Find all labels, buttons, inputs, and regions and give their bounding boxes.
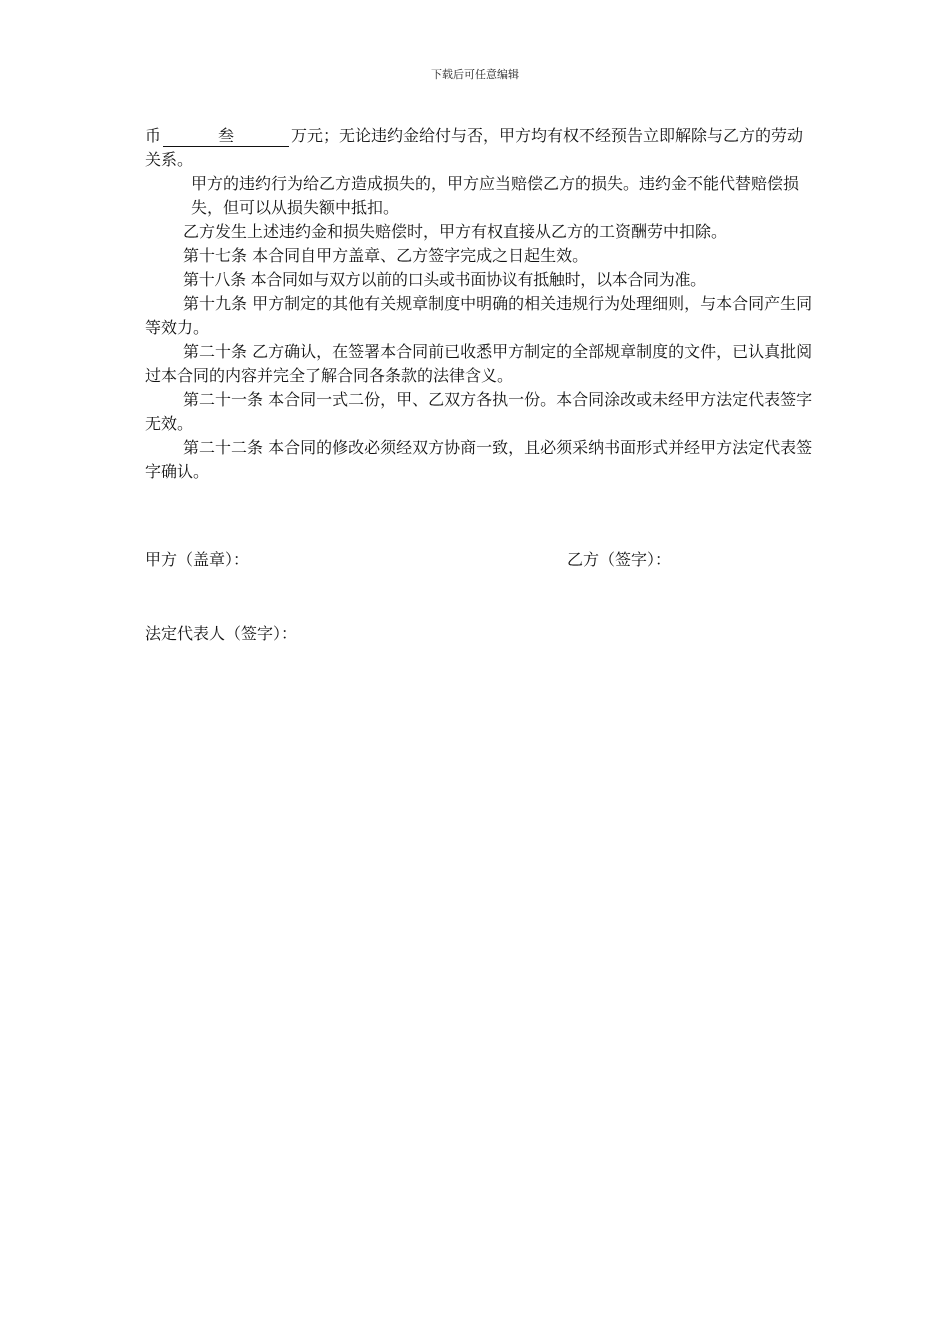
penalty-amount-blank: 叁	[163, 126, 289, 147]
article-22: 第二十二条 本合同的修改必须经双方协商一致，且必须采纳书面形式并经甲方法定代表签字确认。	[145, 438, 813, 481]
clause-compensation: 甲方的违约行为给乙方造成损失的，甲方应当赔偿乙方的损失。违约金不能代替赔偿损失，但可以从损失额中抵扣。	[191, 174, 800, 217]
contract-body	[145, 124, 813, 484]
clause-penalty-amount	[145, 124, 813, 172]
currency-prefix: 币	[145, 126, 162, 145]
article-20: 第二十条 乙方确认，在签署本合同前已收悉甲方制定的全部规章制度的文件，已认真批阅过本合同的内容并完全了解合同各条款的法律含义。	[145, 342, 813, 385]
article-18: 第十八条 本合同如与双方以前的口头或书面协议有抵触时，以本合同为准。	[183, 270, 706, 289]
penalty-amount-suffix: 万元；无论违约金给付与否，甲方均有权不经预告立即解除与乙方的劳动关系。	[145, 126, 804, 169]
party-b-signature-label: 乙方（签字）：	[567, 550, 672, 569]
article-17: 第十七条 本合同自甲方盖章、乙方签字完成之日起生效。	[183, 246, 589, 265]
signature-row	[145, 548, 813, 572]
party-a-seal-label: 甲方（盖章）：	[145, 550, 250, 569]
clause-deduction: 乙方发生上述违约金和损失赔偿时，甲方有权直接从乙方的工资酬劳中扣除。	[183, 222, 728, 241]
article-19: 第十九条 甲方制定的其他有关规章制度中明确的相关违规行为处理细则，与本合同产生同等效力。	[145, 294, 813, 337]
legal-representative-signature-label: 法定代表人（签字）：	[145, 624, 298, 643]
page-header-note: 下载后可任意编辑	[431, 68, 519, 81]
article-21: 第二十一条 本合同一式二份，甲、乙双方各执一份。本合同涂改或未经甲方法定代表签字无效。	[145, 390, 813, 433]
